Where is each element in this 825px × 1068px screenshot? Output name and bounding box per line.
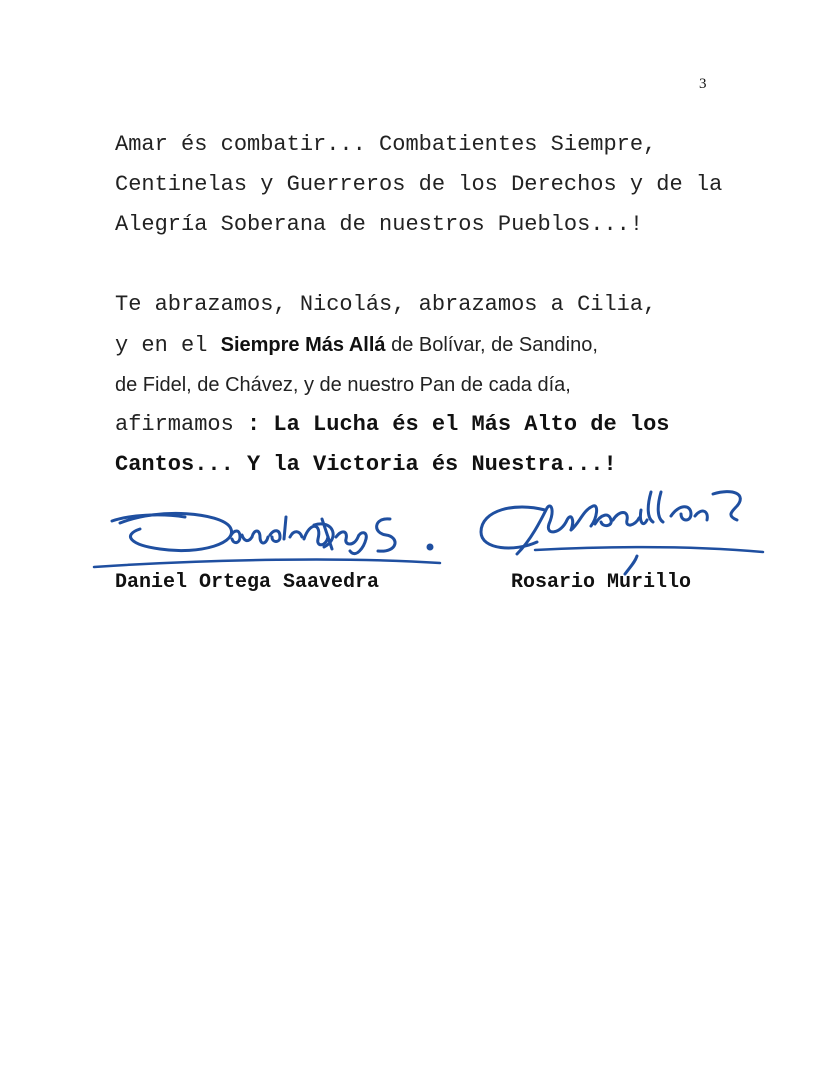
page-number: 3 xyxy=(699,76,707,92)
emphasis-la-lucha: : La Lucha és el Más Alto de los xyxy=(247,412,670,437)
signer-name-left: Daniel Ortega Saavedra xyxy=(115,571,380,594)
paragraph-line xyxy=(115,405,715,445)
text-run: afirmamos xyxy=(115,412,248,437)
paragraph-line: Alegría Soberana de nuestros Pueblos...! xyxy=(115,212,644,237)
signature-daniel-ortega xyxy=(90,505,450,580)
signer-name-right: Rosario Murillo xyxy=(511,571,692,594)
text-run: y en el xyxy=(115,333,221,358)
paragraph-closing-2 xyxy=(115,285,715,485)
paragraph-line: Amar és combatir... Combatientes Siempre, xyxy=(115,132,657,157)
paragraph-line-emphasis: Cantos... Y la Victoria és Nuestra...! xyxy=(115,452,617,477)
emphasis-siempre-mas-alla: Siempre Más Allá xyxy=(220,334,386,356)
paragraph-line: de Fidel, de Chávez, y de nuestro Pan de cada día, xyxy=(115,374,571,396)
paragraph-line: Te abrazamos, Nicolás, abrazamos a Cilia, xyxy=(115,292,657,317)
signature-rosario-murillo xyxy=(475,480,770,580)
paragraph-line: Centinelas y Guerreros de los Derechos y de la xyxy=(115,172,723,197)
paragraph-closing-1 xyxy=(115,125,723,245)
signature-graphic xyxy=(90,505,450,575)
signature-graphic xyxy=(475,480,770,575)
text-run: de Bolívar, de Sandino, xyxy=(385,334,598,356)
paragraph-line xyxy=(115,325,715,365)
